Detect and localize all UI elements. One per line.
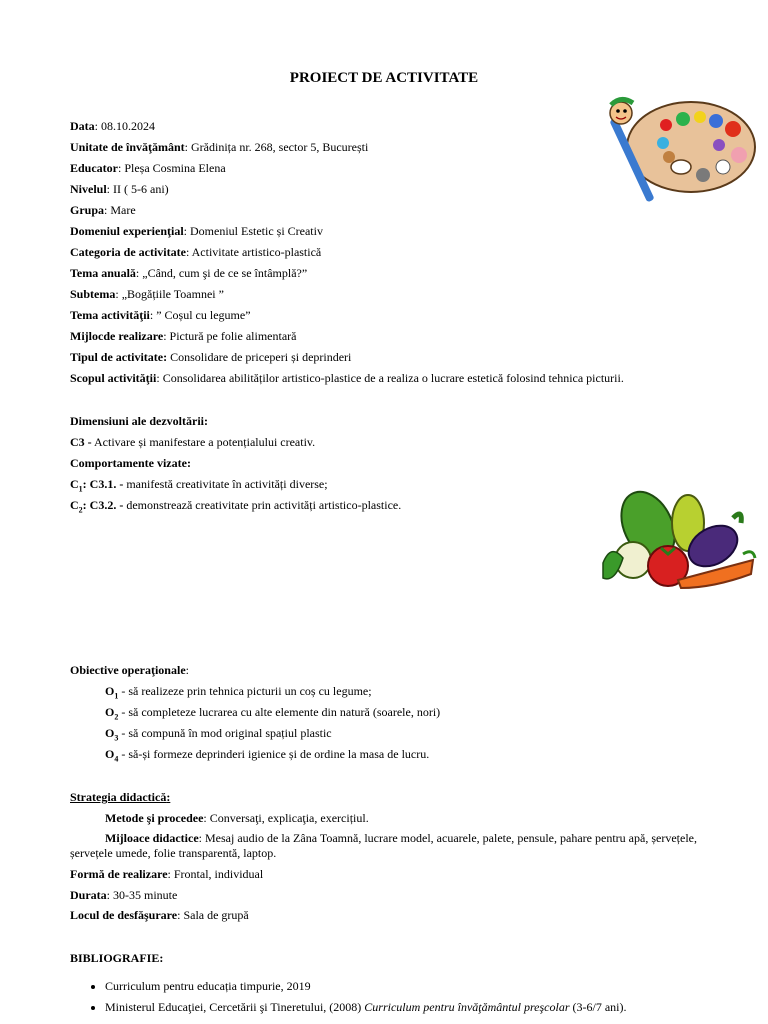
info-line: Grupa: Mare xyxy=(70,203,136,217)
info-line: Tema activităţii: ” Coșul cu legume” xyxy=(70,308,251,322)
info-line: Tema anuală: „Când, cum şi de ce se întâmplă?” xyxy=(70,266,308,280)
info-line: Educator: Pleșa Cosmina Elena xyxy=(70,161,226,175)
dimensiuni-heading: Dimensiuni ale dezvoltării: xyxy=(70,414,208,428)
info-line: Subtema: „Bogățiile Toamnei ” xyxy=(70,287,224,301)
info-label: Scopul activităţii xyxy=(70,371,157,385)
paint-palette-illustration xyxy=(603,95,758,210)
info-label: Categoria de activitate xyxy=(70,245,186,259)
info-label: Grupa xyxy=(70,203,105,217)
info-line xyxy=(70,349,351,365)
metode-line: Metode şi procedee: Conversaţi, explicaţia, exercițiul. xyxy=(105,811,369,825)
page-title: PROIECT DE ACTIVITATE xyxy=(289,70,479,86)
obiective-heading: Obiective operaţionale: xyxy=(70,663,189,677)
info-label: Data xyxy=(70,119,95,133)
info-label: Subtema xyxy=(70,287,116,301)
mijloace-paragraph: Mijloace didactice: Mesaj audio de la Zâna Toamnă, lucrare model, acuarele, palete, pensule, pahare pentru apă, șervețele, șervețele umede, folie transparentă, laptop. xyxy=(70,831,697,860)
info-label: Domeniul experienţial xyxy=(70,224,184,238)
vegetables-illustration xyxy=(593,488,758,594)
info-line: Domeniul experienţial: Domeniul Estetic și Creativ xyxy=(70,224,323,238)
info-value: ” Coșul cu legume” xyxy=(156,308,251,322)
info-label: Unitate de învăţământ xyxy=(70,140,185,154)
info-label: Tema activităţii xyxy=(70,308,150,322)
info-value: Activitate artistico-plastică xyxy=(191,245,322,259)
info-line: Data: 08.10.2024 xyxy=(70,119,156,133)
comportament-item: $C_1$: C3.1. - manifestă creativitate în activități diverse; xyxy=(70,477,328,494)
info-line: Nivelul: II ( 5-6 ani) xyxy=(70,182,169,196)
obiectiv-item: $O_2$ - să completeze lucrarea cu alte elemente din natură (soarele, nori) xyxy=(105,705,441,722)
info-line: Mijlocde realizare: Pictură pe folie alimentară xyxy=(70,329,297,343)
forma-line: Formă de realizare: Frontal, individual xyxy=(70,867,264,881)
bibliografie-item: • Ministerul Educaţiei, Cercetării şi Tineretului, (2008) Curriculum pentru învăţământul preşcolar (3-6/7 ani). xyxy=(105,999,705,1015)
info-value: Pictură pe folie alimentară xyxy=(169,329,297,343)
info-value: Mare xyxy=(110,203,136,217)
bibliografie-list xyxy=(87,978,705,1020)
info-value: Domeniul Estetic și Creativ xyxy=(190,224,323,238)
info-label: Mijlocde realizare xyxy=(70,329,164,343)
comportamente-heading: Comportamente vizate: xyxy=(70,456,191,470)
dimensiune-c3: C3 - Activare și manifestare a potențialului creativ. xyxy=(70,435,316,449)
comportament-item: $C_2$: C3.2. - demonstrează creativitate prin activități artistico-plastice. xyxy=(70,498,402,515)
info-label: Educator xyxy=(70,161,118,175)
info-line: Categoria de activitate: Activitate artistico-plastică xyxy=(70,245,322,259)
info-label: Tema anuală xyxy=(70,266,136,280)
obiectiv-item: $O_3$ - să compună în mod original spațiul plastic xyxy=(105,726,332,743)
bibliografie-item: • Curriculum pentru educația timpurie, 2019 xyxy=(105,978,705,994)
durata-line: Durata: 30-35 minute xyxy=(70,888,178,902)
bibliografie-heading: BIBLIOGRAFIE: xyxy=(70,951,164,965)
info-value: Grădinița nr. 268, sector 5, București xyxy=(191,140,369,154)
strategia-heading: Strategia didactică: xyxy=(70,790,171,804)
locul-line: Locul de desfăşurare: Sala de grupă xyxy=(70,908,249,922)
info-value: Pleșa Cosmina Elena xyxy=(124,161,226,175)
info-label: Tipul de activitate: xyxy=(70,350,168,364)
info-value: „Bogățiile Toamnei ” xyxy=(121,287,224,301)
info-value: Consolidarea abilităților artistico-plastice de a realiza o lucrare estetică folosind tehnica picturii. xyxy=(162,371,624,385)
obiectiv-item: $O_1$ - să realizeze prin tehnica picturii un coș cu legume; xyxy=(105,684,372,701)
info-value: „Când, cum şi de ce se întâmplă?” xyxy=(142,266,308,280)
info-line: Unitate de învăţământ: Grădinița nr. 268, sector 5, București xyxy=(70,140,369,154)
obiectiv-item: $O_4$ - să-și formeze deprinderi igienice și de ordine la masa de lucru. xyxy=(105,747,430,764)
info-value: 08.10.2024 xyxy=(101,119,156,133)
info-label: Nivelul xyxy=(70,182,107,196)
info-line: Scopul activităţii: Consolidarea abilităților artistico-plastice de a realiza o lucrare estetică folosind tehnica picturii. xyxy=(70,371,624,385)
info-value: II ( 5-6 ani) xyxy=(113,182,169,196)
info-value: Consolidare de priceperi și deprinderi xyxy=(170,350,352,364)
